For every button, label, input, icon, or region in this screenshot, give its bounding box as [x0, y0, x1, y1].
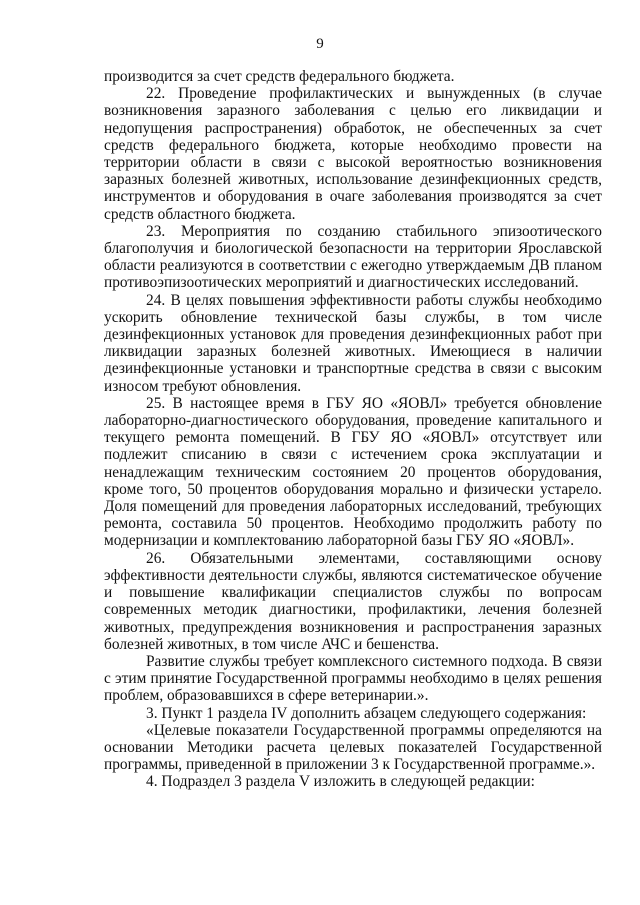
document-body — [104, 68, 602, 791]
paragraph-continuation: производится за счет средств федерального бюджета. — [104, 68, 455, 85]
paragraph-quote: «Целевые показатели Государственной программы определяются на основании Методики расчета целевых показателей Государственной программы, приведенной в приложении 3 к Государственной программе.». — [104, 721, 602, 774]
paragraph-item-4: 4. Подраздел 3 раздела V изложить в следующей редакции: — [146, 773, 535, 791]
paragraph-22: 22. Проведение профилактических и вынужденных (в случае возникновения заразного заболевания с целью его ликвидации и недопущения распространения) обработок, не обеспеченных за счет средств федерального бюджета, которые необходимо провести на территории области в связи с высокой вероятностью возникновения заразных болезней животных, использование дезинфекционных средств, инструментов и оборудования в очаге заболевания производятся за счет средств областного бюджета. — [104, 85, 602, 223]
paragraph-25: 25. В настоящее время в ГБУ ЯО «ЯОВЛ» требуется обновление лабораторно-диагностического оборудования, проведение капитального и текущего ремонта помещений. В ГБУ ЯО «ЯОВЛ» отсутствует или подлежит списанию в связи с истечением срока эксплуатации и ненадлежащим техническим состоянием 20 процентов оборудования, кроме того, 50 процентов оборудования морально и физически устарело. Доля помещений для проведения лабораторных исследований, требующих ремонта, составила 50 процентов. Необходимо продолжить работу по модернизации и комплектованию лабораторной базы ГБУ ЯО «ЯОВЛ». — [104, 394, 602, 550]
paragraph-23: 23. Мероприятия по созданию стабильного эпизоотического благополучия и биологической безопасности на территории Ярославской области реализуются в соответствии с ежегодно утверждаемым ДВ планом противоэпизоотических мероприятий и диагностических исследований. — [104, 222, 602, 292]
paragraph-26: 26. Обязательными элементами, составляющими основу эффективности деятельности службы, являются систематическое обучение и повышение квалификации специалистов службы по вопросам современных методик диагностики, профилактики, лечения болезней животных, предупреждения возникновения и распространения заразных болезней животных, в том числе АЧС и бешенства. — [104, 549, 602, 653]
paragraph-development: Развитие службы требует комплексного системного подхода. В связи с этим принятие Государственной программы необходимо в целях решения проблем, образовавшихся в сфере ветеринарии.». — [104, 652, 602, 705]
paragraph-24: 24. В целях повышения эффективности работы службы необходимо ускорить обновление технической базы службы, в том числе дезинфекционных установок для проведения дезинфекционных работ при ликвидации заразных болезней животных. Имеющиеся в наличии дезинфекционные установки и транспортные средства в связи с высоким износом требуют обновления. — [104, 291, 602, 395]
page-number: 9 — [316, 36, 324, 52]
paragraph-item-3: 3. Пункт 1 раздела IV дополнить абзацем следующего содержания: — [146, 704, 587, 722]
